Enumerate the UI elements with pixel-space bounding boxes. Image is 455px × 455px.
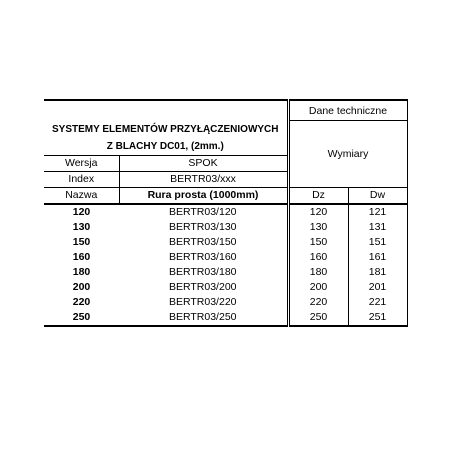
- spec-sheet: [44, 97, 407, 354]
- dz-column-header: Dz: [288, 187, 348, 204]
- row-code: BERTR03/250: [119, 310, 288, 326]
- row-dw: 251: [348, 310, 407, 326]
- row-dz: 130: [288, 220, 348, 235]
- blank-cell: [44, 100, 288, 121]
- tech-data-row: [44, 100, 407, 121]
- row-name: 130: [72, 221, 91, 233]
- row-code: BERTR03/180: [168, 266, 237, 278]
- row-code: BERTR03/200: [168, 281, 237, 293]
- row-name: 180: [72, 266, 91, 278]
- index-label: Index: [44, 171, 119, 187]
- row-code: BERTR03/160: [168, 251, 237, 263]
- table-row: [44, 220, 407, 235]
- row-dw: 201: [348, 280, 407, 295]
- row-code: BERTR03/150: [168, 236, 237, 248]
- row-dz: 160: [288, 250, 348, 265]
- index-value: BERTR03/xxx: [119, 171, 288, 187]
- row-dz: 250: [288, 310, 348, 326]
- dimensions-header: Wymiary: [288, 121, 407, 188]
- row-name: 220: [72, 296, 91, 308]
- table-row: [44, 310, 407, 326]
- row-name: 200: [72, 281, 91, 293]
- system-title-line1: SYSTEMY ELEMENTÓW PRZYŁĄCZENIOWYCH: [52, 124, 279, 135]
- table-row: [44, 204, 407, 220]
- title-row-1: [44, 121, 407, 140]
- table-row: [44, 250, 407, 265]
- tech-data-header: Dane techniczne: [288, 100, 407, 121]
- table-row: [44, 280, 407, 295]
- row-dz: 150: [288, 235, 348, 250]
- version-value: SPOK: [119, 155, 288, 171]
- dw-column-header: Dw: [348, 187, 407, 204]
- spec-table: [44, 99, 408, 327]
- row-dw: 221: [348, 295, 407, 310]
- table-row: [44, 295, 407, 310]
- row-dz: 220: [288, 295, 348, 310]
- row-name: 120: [72, 206, 91, 218]
- row-dw: 181: [348, 265, 407, 280]
- table-row: [44, 235, 407, 250]
- row-dw: 121: [348, 204, 407, 220]
- row-dw: 151: [348, 235, 407, 250]
- product-column-header: Rura prosta (1000mm): [119, 187, 288, 204]
- row-dw: 131: [348, 220, 407, 235]
- row-code: BERTR03/220: [168, 296, 237, 308]
- row-dz: 180: [288, 265, 348, 280]
- row-code: BERTR03/130: [168, 221, 237, 233]
- table-row: [44, 265, 407, 280]
- row-name: 250: [44, 310, 119, 326]
- row-dz: 120: [288, 204, 348, 220]
- system-title-line2: Z BLACHY DC01, (2mm.): [44, 140, 288, 156]
- row-name: 160: [72, 251, 91, 263]
- row-name: 150: [72, 236, 91, 248]
- name-column-header: Nazwa: [44, 187, 119, 204]
- version-label: Wersja: [44, 155, 119, 171]
- row-dz: 200: [288, 280, 348, 295]
- column-header-row: [44, 187, 407, 204]
- row-dw: 161: [348, 250, 407, 265]
- row-code: BERTR03/120: [168, 206, 237, 218]
